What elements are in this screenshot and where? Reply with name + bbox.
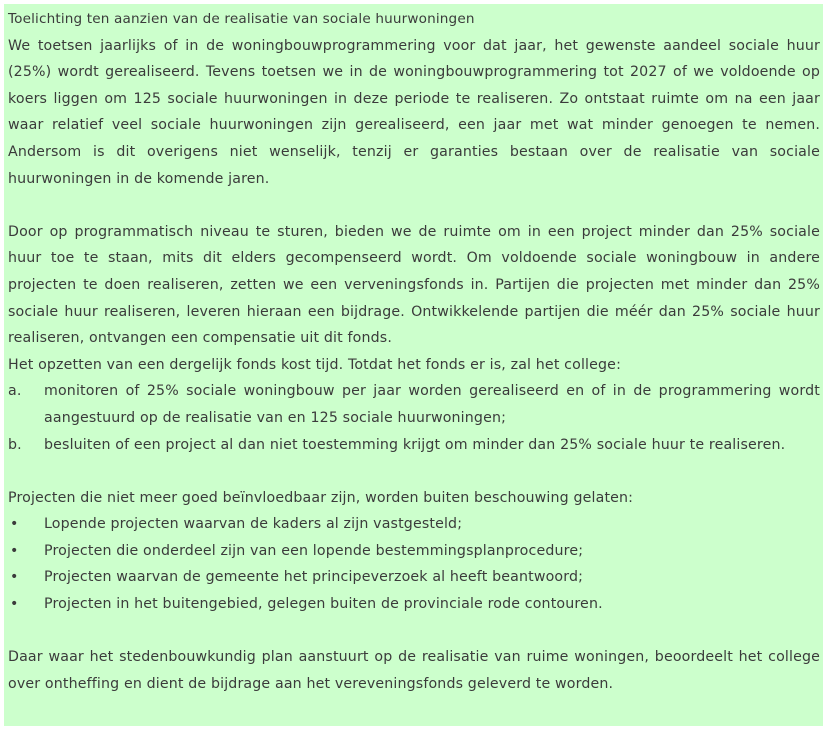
list-item — [8, 378, 820, 431]
paragraph-spacious-homes: Daar waar het stedenbouwkundig plan aanstuurt op de realisatie van ruime woningen, beoordeelt het college over ontheffing en dient de bijdrage aan het vereveningsfonds geleverd te worden. — [8, 649, 820, 692]
list-item — [8, 538, 820, 565]
paragraph-excluded-projects: Projecten die niet meer goed beïnvloedbaar zijn, worden buiten beschouwing gelaten: — [8, 489, 634, 506]
document-box — [4, 4, 823, 726]
bullet-icon: • — [10, 542, 19, 559]
bullet-icon: • — [10, 596, 19, 613]
list-item-text: besluiten of een project al dan niet toestemming krijgt om minder dan 25% sociale huur te realiseren. — [44, 436, 786, 453]
bullet-icon: • — [10, 569, 19, 586]
list-marker: b. — [8, 436, 22, 453]
bullet-icon: • — [10, 516, 19, 533]
list-item — [8, 564, 820, 591]
paragraph-program-steering: Door op programmatisch niveau te sturen, bieden we de ruimte om in een project minder dan 25% sociale huur toe te staan, mits dit elders gecompenseerd wordt. Om voldoende sociale woningbouw in andere projecten te doen realiseren, zetten we een verveningsfonds in. Partijen die projecten met minder dan 25% sociale huur realiseren, leveren hieraan een bijdrage. Ontwikkelende partijen die méér dan 25% sociale huur realiseren, ontvangen een compensatie uit dit fonds. — [8, 223, 820, 347]
document-title: Toelichting ten aanzien van de realisatie van sociale huurwoningen — [8, 11, 475, 27]
list-item-text: Lopende projecten waarvan de kaders al zijn vastgesteld; — [44, 516, 463, 533]
paragraph-fund-setup: Het opzetten van een dergelijk fonds kost tijd. Totdat het fonds er is, zal het college: — [8, 356, 621, 373]
blank-line — [8, 458, 820, 485]
blank-line — [8, 618, 820, 645]
list-item-text: monitoren of 25% sociale woningbouw per jaar worden gerealiseerd en of in de programmering wordt aangestuurd op de realisatie van en 125 sociale huurwoningen; — [44, 383, 820, 426]
paragraph-annual-check: We toetsen jaarlijks of in de woningbouwprogrammering voor dat jaar, het gewenste aandeel sociale huur (25%) wordt gerealiseerd. Tevens toetsen we in de woningbouwprogrammering tot 2027 of we voldoende op koers liggen om 125 sociale huurwoningen in deze periode te realiseren. Zo ontstaat ruimte om na een jaar waar relatief veel sociale huurwoningen zijn gerealiseerd, een jaar met wat minder genoegen te nemen. Andersom is dit overigens niet wenselijk, tenzij er garanties bestaan over de realisatie van sociale huurwoningen in de komende jaren. — [8, 37, 820, 187]
list-item-text: Projecten waarvan de gemeente het principeverzoek al heeft beantwoord; — [44, 569, 584, 586]
lettered-list — [8, 378, 820, 458]
list-item — [8, 432, 820, 459]
list-item — [8, 591, 820, 618]
list-marker: a. — [8, 383, 22, 400]
list-item-text: Projecten die onderdeel zijn van een lopende bestemmingsplanprocedure; — [44, 542, 584, 559]
list-item — [8, 511, 820, 538]
blank-line — [8, 192, 820, 219]
bullet-list — [8, 511, 820, 617]
list-item-text: Projecten in het buitengebied, gelegen buiten de provinciale rode contouren. — [44, 596, 603, 613]
